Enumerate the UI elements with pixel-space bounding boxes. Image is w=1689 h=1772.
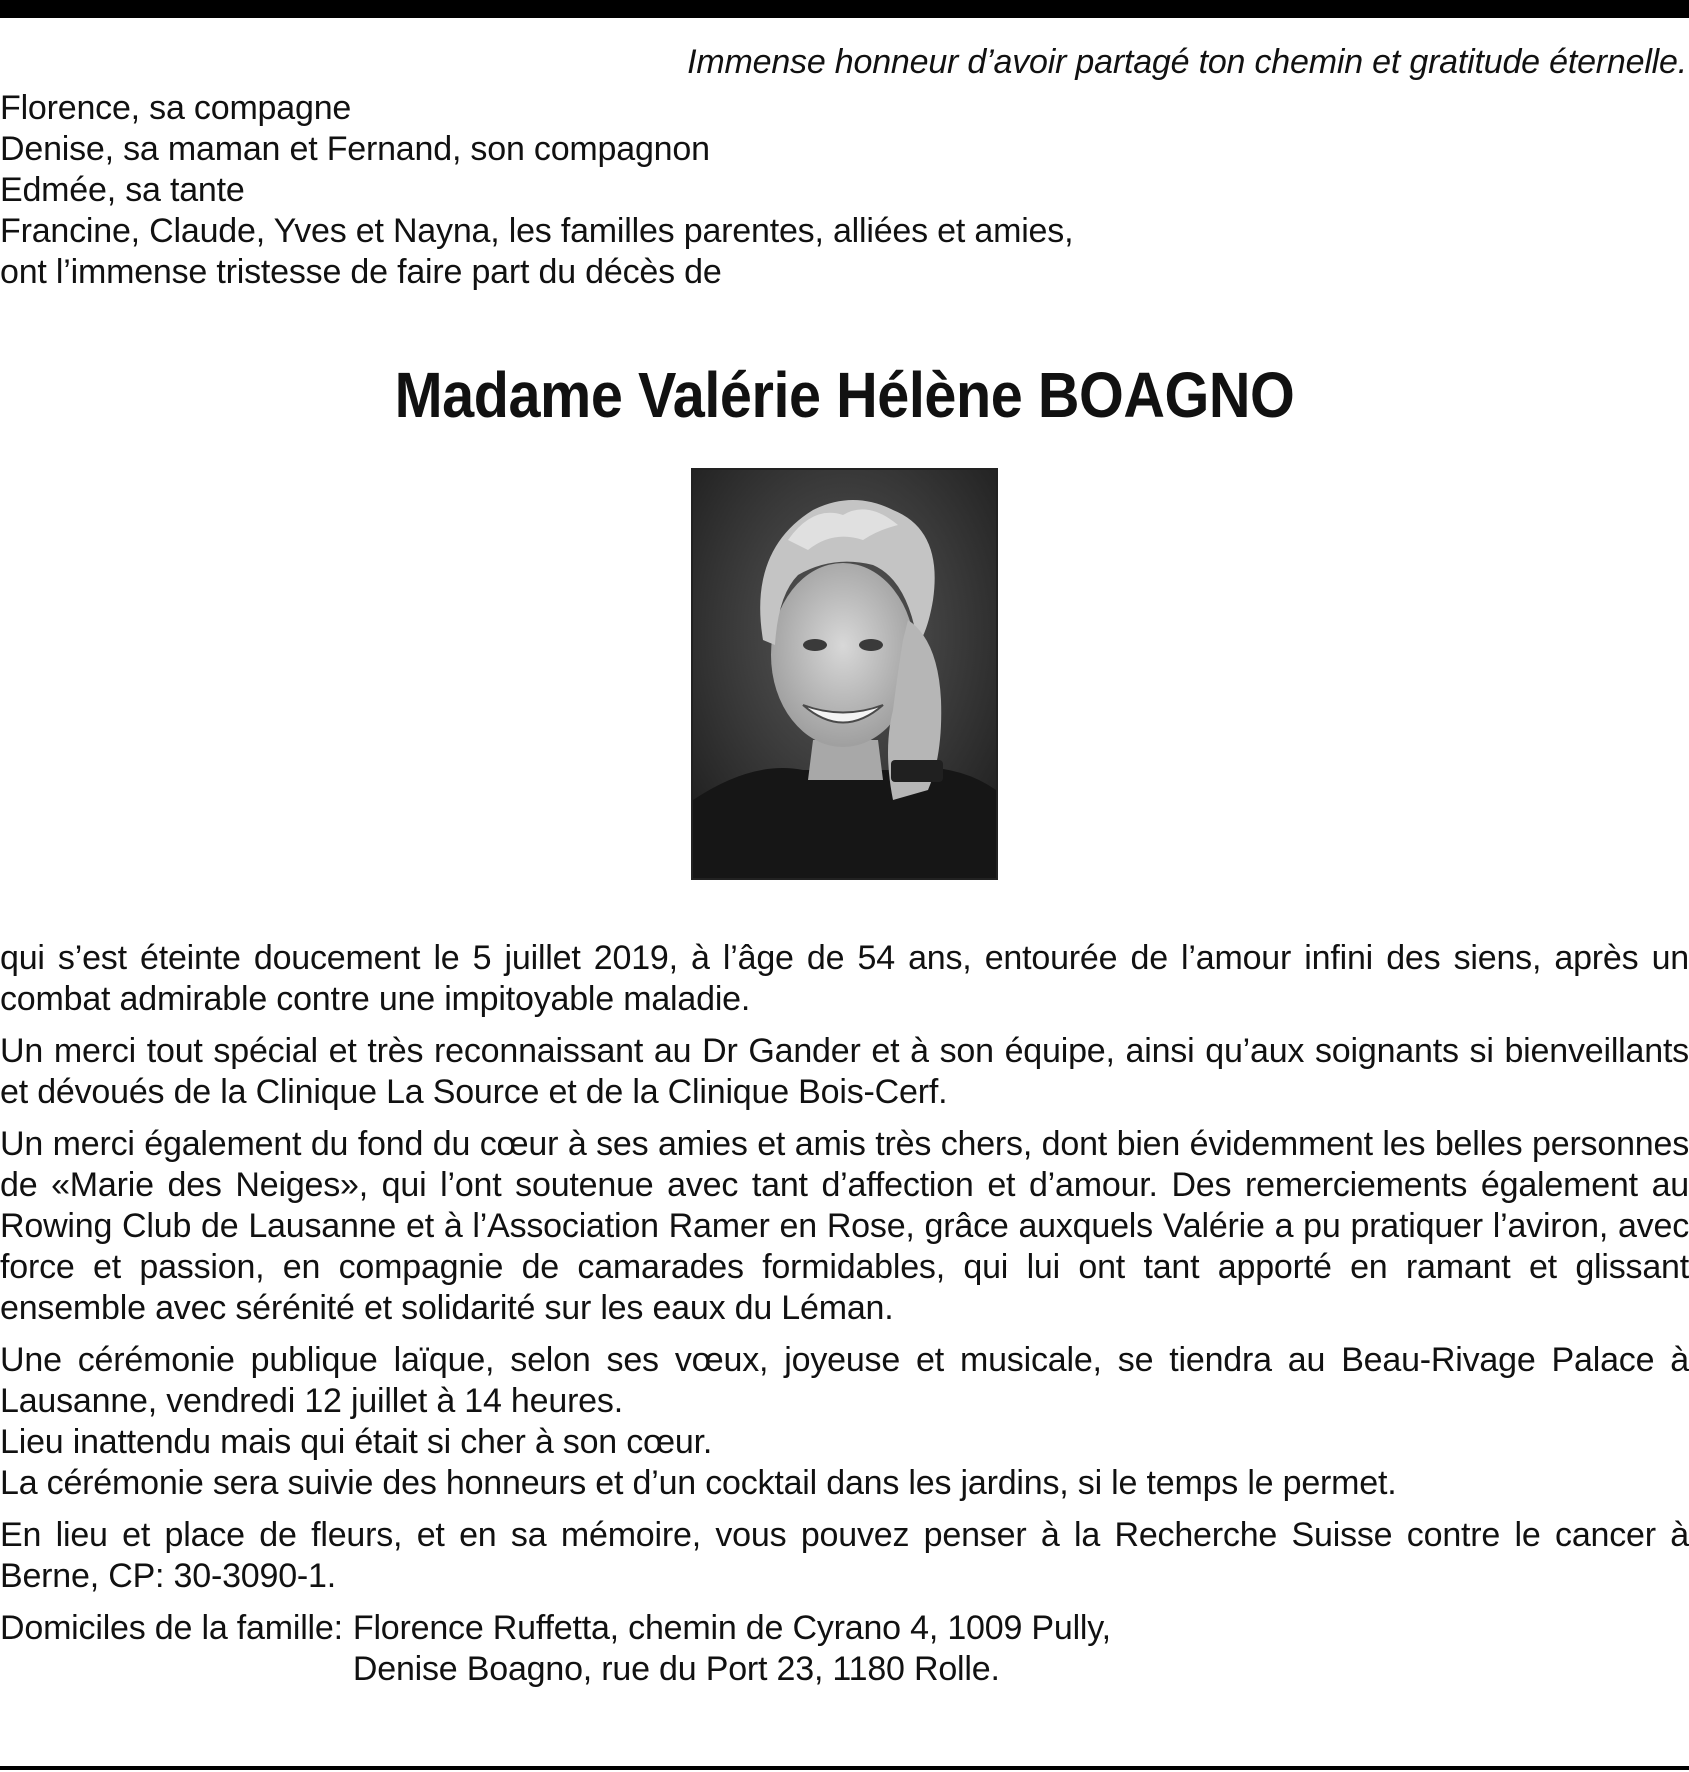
paragraph-thanks-friends: Un merci également du fond du cœur à ses amies et amis très chers, dont bien évidemment les belles personnes de «Marie des Neiges», qui l’ont soutenue avec tant d’affection et d’amour. Des remerciements également au Rowing Club de Lausanne et à l’Association Ramer en Rose, grâce auxquels Valérie a pu pratiquer l’aviron, avec force et passion, en compagnie de camarades formidables, qui lui ont tant apporté en ramant et glissant ensemble avec sérénité et solidarité sur les eaux du Léman. [0,1125,1689,1327]
family-line: Florence, sa compagne [0,89,352,127]
portrait-image [693,470,996,878]
paragraph-circumstances: qui s’est éteinte doucement le 5 juillet 2019, à l’âge de 54 ans, entourée de l’amour infini des siens, après un combat admirable contre une impitoyable maladie. [0,939,1689,1018]
family-domiciles [0,1608,1689,1690]
obituary [0,18,1689,1690]
address-line: Florence Ruffetta, chemin de Cyrano 4, 1009 Pully, [352,1609,1111,1647]
paragraph-venue: Lieu inattendu mais qui était si cher à son cœur. [0,1423,713,1461]
epigraph: Immense honneur d’avoir partagé ton chemin et gratitude éternelle. [687,43,1687,81]
domiciles-addresses [353,1608,1111,1690]
domiciles-label: Domiciles de la famille: [0,1609,343,1647]
bottom-rule [0,1766,1689,1770]
obituary-body [0,938,1689,1690]
paragraph-ceremony: Une cérémonie publique laïque, selon ses vœux, joyeuse et musicale, se tiendra au Beau-Rivage Palace à Lausanne, vendredi 12 juillet à 14 heures. [0,1341,1689,1420]
top-rule [0,0,1689,18]
family-line: Denise, sa maman et Fernand, son compagnon [0,130,710,168]
family-line: ont l’immense tristesse de faire part du décès de [0,253,722,291]
ceremony-block [0,1340,1689,1504]
paragraph-reception: La cérémonie sera suivie des honneurs et d’un cocktail dans les jardins, si le temps le permet. [0,1464,1397,1502]
paragraph-donations: En lieu et place de fleurs, et en sa mémoire, vous pouvez penser à la Recherche Suisse contre le cancer à Berne, CP: 30-3090-1. [0,1516,1689,1595]
paragraph-thanks-medical: Un merci tout spécial et très reconnaissant au Dr Gander et à son équipe, ainsi qu’aux soignants si bienveillants et dévoués de la Clinique La Source et de la Clinique Bois-Cerf. [0,1032,1689,1111]
portrait-photo [691,468,998,880]
deceased-name: Madame Valérie Hélène BOAGNO [394,359,1295,431]
address-line: Denise Boagno, rue du Port 23, 1180 Rolle. [352,1650,1000,1688]
family-line: Francine, Claude, Yves et Nayna, les familles parentes, alliées et amies, [0,212,1074,250]
family-line: Edmée, sa tante [0,171,245,209]
family-announcement [0,88,1689,293]
